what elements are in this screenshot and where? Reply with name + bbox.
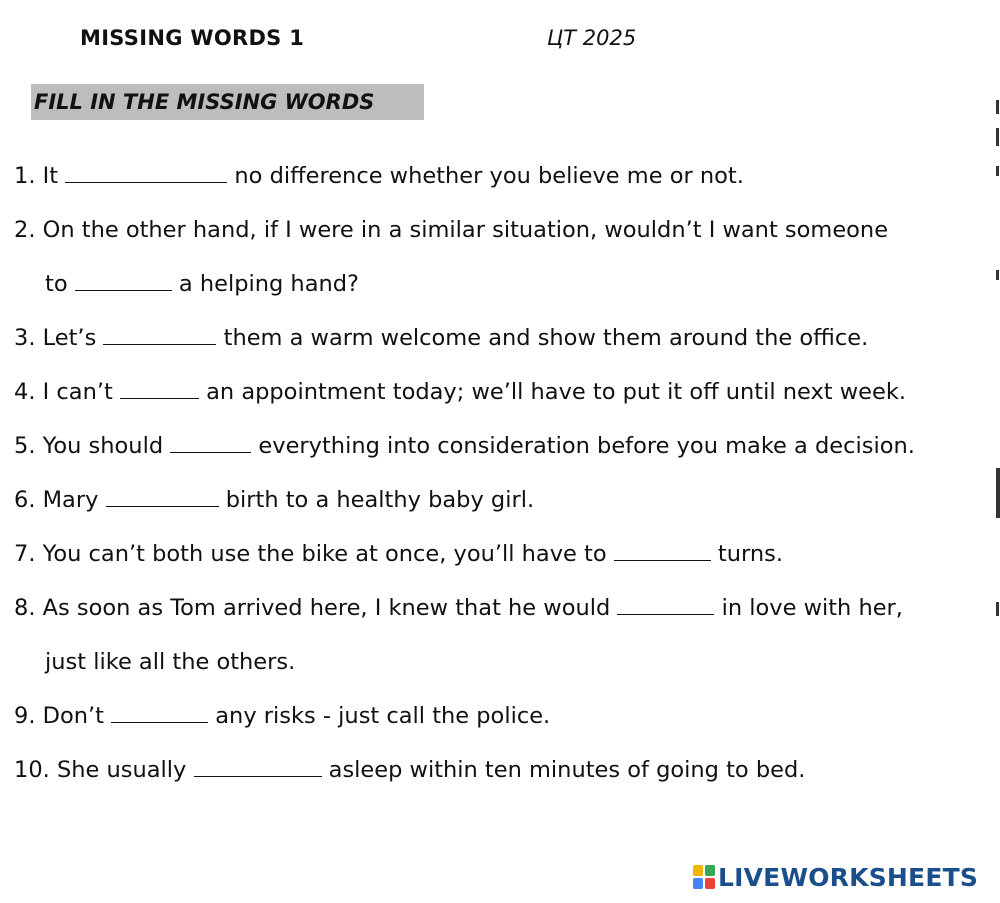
edge-mark xyxy=(996,100,999,114)
question-7 xyxy=(14,539,783,569)
instruction-heading: FILL IN THE MISSING WORDS xyxy=(31,84,424,120)
answer-blank-10[interactable] xyxy=(194,758,322,777)
question-number: 6. xyxy=(14,487,36,513)
question-text-after: asleep within ten minutes of going to bed. xyxy=(328,757,806,783)
answer-blank-4[interactable] xyxy=(120,380,199,399)
edge-mark xyxy=(996,166,999,176)
question-text-before: Mary xyxy=(42,487,99,513)
question-text-after: birth to a healthy baby girl. xyxy=(225,487,535,513)
question-2 xyxy=(14,215,888,245)
edge-mark xyxy=(996,270,999,280)
answer-blank-6[interactable] xyxy=(106,488,219,507)
question-number: 4. xyxy=(14,379,36,405)
liveworksheets-logo-icon xyxy=(693,865,715,889)
question-1 xyxy=(14,161,744,191)
question-number: 7. xyxy=(14,541,36,567)
question-text-after: an appointment today; we’ll have to put it off until next week. xyxy=(206,379,907,405)
exam-code: ЦТ 2025 xyxy=(547,26,637,50)
question-number: 8. xyxy=(14,595,36,621)
question-text-before: You can’t both use the bike at once, you’ll have to xyxy=(42,541,607,567)
answer-blank-9[interactable] xyxy=(111,704,208,723)
question-number: 5. xyxy=(14,433,36,459)
question-text-before: You should xyxy=(42,433,164,459)
answer-blank-3[interactable] xyxy=(103,326,216,345)
worksheet-title: MISSING WORDS 1 xyxy=(80,26,305,50)
question-text-before: It xyxy=(42,163,59,189)
question-2-continued xyxy=(45,269,359,299)
question-text-after: no difference whether you believe me or not. xyxy=(234,163,744,189)
question-5 xyxy=(14,431,915,461)
question-3 xyxy=(14,323,868,353)
answer-blank-2[interactable] xyxy=(75,272,172,291)
answer-blank-1[interactable] xyxy=(65,164,227,183)
question-text-after: turns. xyxy=(717,541,783,567)
edge-mark xyxy=(996,602,999,616)
question-number: 1. xyxy=(14,163,36,189)
edge-mark xyxy=(996,128,999,146)
question-text-after: any risks - just call the police. xyxy=(215,703,551,729)
question-text-before: Don’t xyxy=(42,703,104,729)
question-number: 3. xyxy=(14,325,36,351)
question-4 xyxy=(14,377,906,407)
answer-blank-7[interactable] xyxy=(614,542,711,561)
question-10 xyxy=(14,755,805,785)
question-9 xyxy=(14,701,550,731)
question-8-continued xyxy=(45,647,295,677)
question-text-before: As soon as Tom arrived here, I knew that he would xyxy=(42,595,611,621)
question-text-before: to xyxy=(45,271,68,297)
question-text-after: everything into consideration before you make a decision. xyxy=(258,433,915,459)
question-8 xyxy=(14,593,903,623)
question-6 xyxy=(14,485,534,515)
question-text-after: them a warm welcome and show them around the office. xyxy=(223,325,869,351)
question-text-after: just like all the others. xyxy=(45,649,296,675)
question-number: 9. xyxy=(14,703,36,729)
liveworksheets-logo[interactable] xyxy=(693,862,978,892)
question-number: 10. xyxy=(14,757,50,783)
question-text-before: She usually xyxy=(56,757,187,783)
answer-blank-8[interactable] xyxy=(617,596,714,615)
edge-mark xyxy=(996,468,1000,518)
question-text-before: On the other hand, if I were in a similar situation, wouldn’t I want someone xyxy=(42,217,889,243)
question-text-after: a helping hand? xyxy=(178,271,359,297)
question-text-before: Let’s xyxy=(42,325,97,351)
question-number: 2. xyxy=(14,217,36,243)
logo-text: LIVEWORKSHEETS xyxy=(718,862,979,892)
answer-blank-5[interactable] xyxy=(170,434,251,453)
question-text-after: in love with her, xyxy=(721,595,903,621)
question-text-before: I can’t xyxy=(42,379,113,405)
